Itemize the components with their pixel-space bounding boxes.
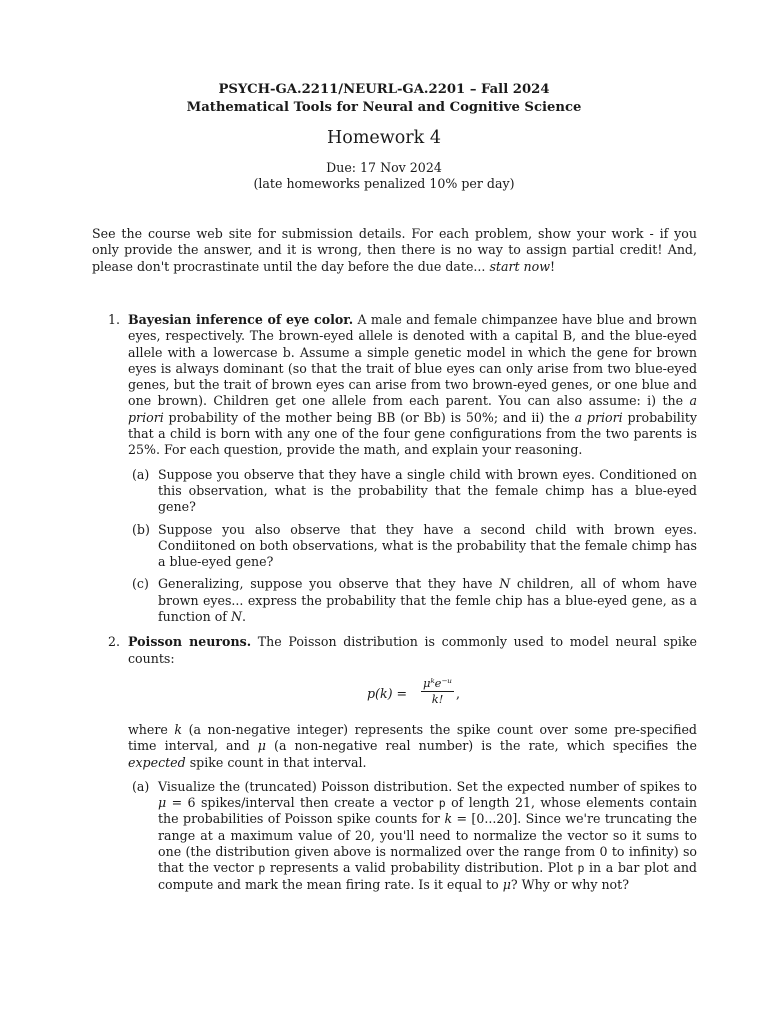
intro-paragraph: See the course web site for submission details. For each problem, show your work - if you only provide the answer, and it is wrong, then there is no way to assign partial credit! And, please don't procrastinate until the day before the due date... start now! <box>92 226 697 274</box>
problem-number: 2. <box>108 634 121 650</box>
poisson-equation: p(k) = μᵏe⁻ᵘ k! , <box>367 675 461 706</box>
problem-1-part-b: (b) Suppose you also observe that they have a second child with brown eyes. Condiitoned on both observations, what is the probability that the female chimp has a blue-eyed gene? <box>132 521 697 570</box>
page-title: Homework 4 <box>327 128 441 148</box>
problem-2-part-a: (a) Visualize the (truncated) Poisson distribution. Set the expected number of spikes to μ = 6 spikes/interval then create a vector p of length 21, whose elements contain the probabilities of Poisson spike counts for k = [0...20]. Since we're truncating the range at a maximum value of 20, you'll need to normalize the vector so it sums to one (the distribution given above is normalized over the range from 0 to infinity) so that the vector p represents a valid probability distribution. Plot p in a bar plot and compute and mark the mean firing rate. Is it equal to μ? Why or why not? <box>132 778 698 892</box>
course-code: PSYCH-GA.2211/NEURL-GA.2201 – Fall 2024 <box>218 82 550 97</box>
problem-title: Poisson neurons. <box>128 634 252 650</box>
problem-number: 1. <box>108 312 121 327</box>
document-header <box>0 81 768 192</box>
course-name: Mathematical Tools for Neural and Cognitive Science <box>186 100 582 115</box>
problem-list <box>92 312 697 893</box>
problem-2: 2. Poisson neurons. The Poisson distribution is commonly used to model neural spike counts: p(k) = μᵏe⁻ᵘ k! , where k (a non-negative integer) represents the spike count over some pre-specified time interval, and μ (a non-negative real number) is the rate, which specifies the expected spike count in that interval. (a) Visualize the (truncated) Poisson distribution. Set the expected number of spikes to μ = 6 spikes/interval then create a vector p of length 21, whose elements contain the probabilities of Poisson spike counts for k = [0...20]. Since we're truncating the range at a maximum value of 20, you'll need to normalize the vector so it sums to one (the distribution given above is normalized over the range from 0 to infinity) so that the vector p represents a valid probability distribution. Plot p in a bar plot and compute and mark the mean firing rate. Is it equal to μ? Why or why not? <box>108 634 698 892</box>
equation-explanation: where k (a non-negative integer) represents the spike count over some pre-specified time interval, and μ (a non-negative real number) is the rate, which specifies the expected spike count in that interval. <box>128 721 697 770</box>
problem-1: 1. Bayesian inference of eye color. A male and female chimpanzee have blue and brown eyes, respectively. The brown-eyed allele is denoted with a capital B, and the blue-eyed allele with a lowercase b. Assume a simple genetic model in which the gene for brown eyes is always dominant (so that the trait of blue eyes can only arise from two blue-eyed genes, but the trait of brown eyes can arise from two brown-eyed genes, or one blue and one brown). Children get one allele from each parent. You can also assume: i) the a priori probability of the mother being BB (or Bb) is 50%; and ii) the a priori probability that a child is born with any one of the four gene configurations from the two parents is 25%. For each question, provide the math, and explain your reasoning. (a) Suppose you observe that they have a single child with brown eyes. Conditioned on this observation, what is the probability that the female chimp has a blue-eyed gene? (b) Suppose you also observe that they have a second child with brown eyes. Condiitoned on both observations, what is the probability that the female chimp has a blue-eyed gene? (c) Generalizing, suppose you observe that they have N children, all of whom have brown eyes... express the probability that the femle chip has a blue-eyed gene, as a function of N. <box>108 312 698 625</box>
problem-1-part-c: (c) Generalizing, suppose you observe that they have N children, all of whom have brown eyes... express the probability that the femle chip has a blue-eyed gene, as a function of N. <box>132 576 697 625</box>
problem-1-part-a: (a) Suppose you observe that they have a single child with brown eyes. Conditioned on this observation, what is the probability that the female chimp has a blue-eyed gene? <box>132 466 697 515</box>
late-policy: (late homeworks penalized 10% per day) <box>253 176 515 191</box>
due-date: Due: 17 Nov 2024 <box>326 160 442 175</box>
problem-2-parts <box>128 779 697 893</box>
intro-emphasis: start now <box>489 258 551 274</box>
problem-title: Bayesian inference of eye color. <box>128 312 354 327</box>
problem-1-parts <box>128 467 697 626</box>
equation-fraction: μᵏe⁻ᵘ k! <box>423 675 453 706</box>
